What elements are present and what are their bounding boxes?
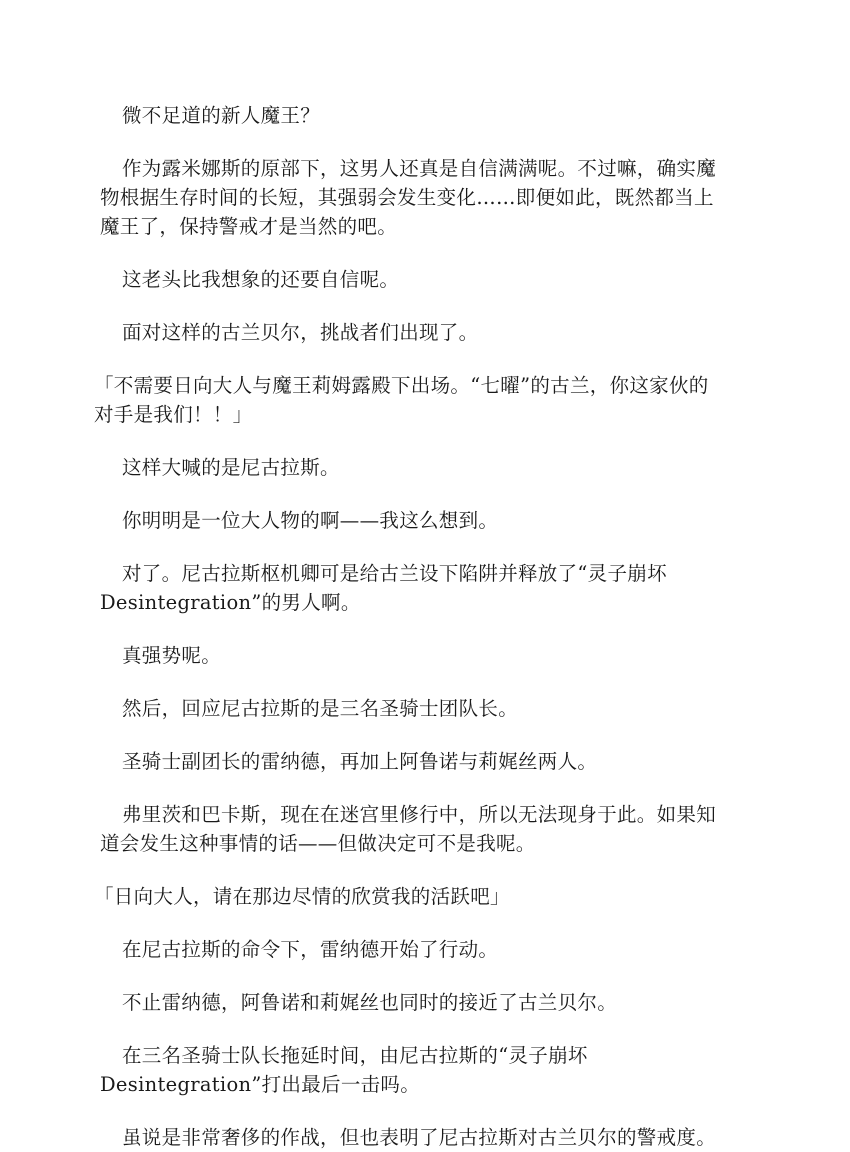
body-paragraph: 在三名圣骑士队长拖延时间，由尼古拉斯的“灵子崩坏 Desintegration”打出最后一击吗。 (100, 1044, 588, 1096)
body-paragraph: 这样大喊的是尼古拉斯。 (122, 456, 340, 479)
body-paragraph: 然后，回应尼古拉斯的是三名圣骑士团队长。 (122, 697, 519, 720)
body-paragraph: 真强势呢。 (122, 644, 222, 667)
text-body (94, 101, 750, 1152)
dialogue-paragraph: 「不需要日向大人与魔王莉姆露殿下出场。“七曜”的古兰，你这家伙的 对手是我们！！」 (94, 374, 709, 426)
body-paragraph: 不止雷纳德，阿鲁诺和莉娓丝也同时的接近了古兰贝尔。 (122, 991, 618, 1014)
body-paragraph: 面对这样的古兰贝尔，挑战者们出现了。 (122, 321, 479, 344)
body-paragraph: 在尼古拉斯的命令下，雷纳德开始了行动。 (122, 938, 499, 961)
body-paragraph: 微不足道的新人魔王？ (122, 104, 321, 127)
body-paragraph: 对了。尼古拉斯枢机卿可是给古兰设下陷阱并释放了“灵子崩坏 Desintegration”的男人啊。 (100, 562, 667, 614)
body-paragraph: 虽说是非常奢侈的作战，但也表明了尼古拉斯对古兰贝尔的警戒度。 (122, 1126, 717, 1149)
body-paragraph: 这老头比我想象的还要自信呢。 (122, 268, 400, 291)
body-paragraph: 弗里茨和巴卡斯，现在在迷宫里修行中，所以无法现身于此。如果知 道会发生这种事情的话——但做决定可不是我呢。 (100, 803, 717, 855)
body-paragraph: 圣骑士副团长的雷纳德，再加上阿鲁诺与莉娓丝两人。 (122, 750, 598, 773)
body-paragraph: 作为露米娜斯的原部下，这男人还真是自信满满呢。不过嘛，确实魔 物根据生存时间的长短，其强弱会发生变化……即便如此，既然都当上 魔王了，保持警戒才是当然的吧。 (100, 157, 717, 238)
dialogue-paragraph: 「日向大人，请在那边尽情的欣赏我的活跃吧」 (94, 885, 510, 908)
body-paragraph: 你明明是一位大人物的啊——我这么想到。 (122, 509, 499, 532)
